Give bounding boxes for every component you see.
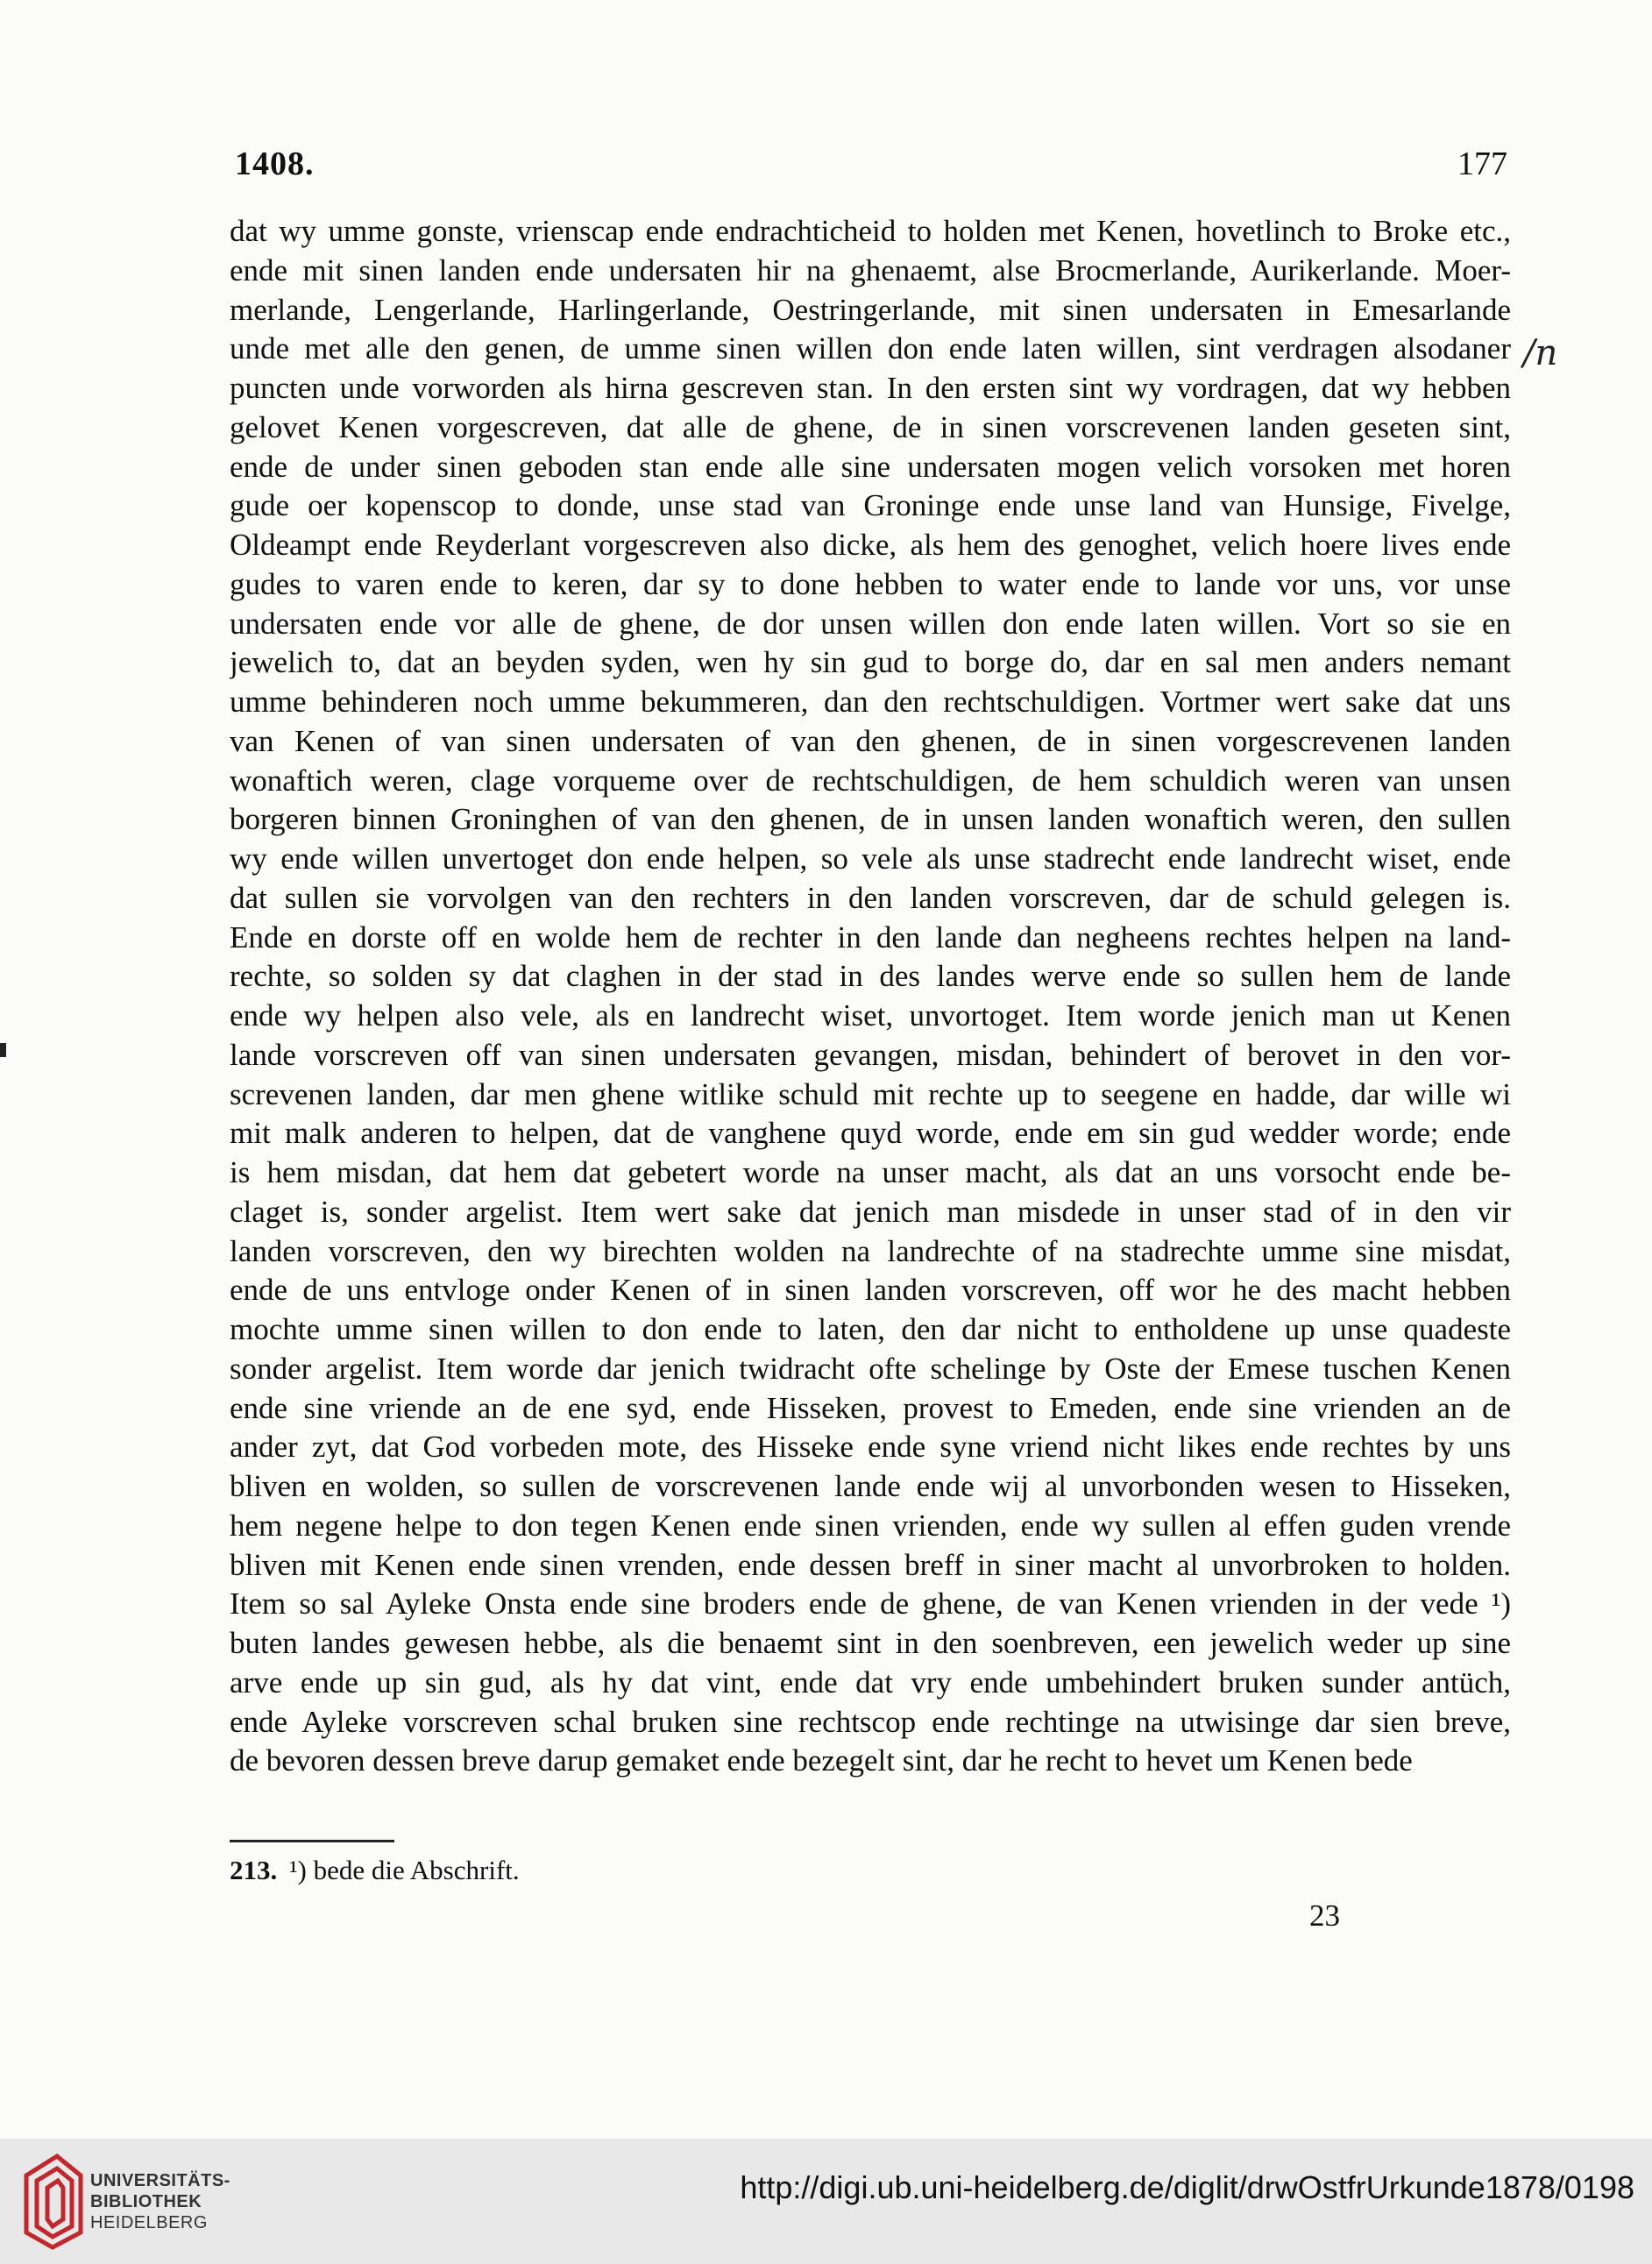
text-line: dat wy umme gonste, vrienscap ende endrachticheid to holden met Kenen, hovetlinch to Broke etc., [230,214,1511,248]
logo-line-2: BIBLIOTHEK [90,2192,202,2211]
footnote [230,1855,520,1886]
text-line: Item so sal Ayleke Onsta ende sine broders ende de ghene, de van Kenen vrienden in der vede ¹) [230,1586,1511,1622]
text-line: ende Ayleke vorscreven schal bruken sine rechtscop ende rechtinge na utwisinge dar sien breve, [230,1704,1511,1739]
text-line: arve ende up sin gud, als hy dat vint, ende dat vry ende umbehindert bruken sunder antüch, [230,1664,1511,1700]
text-line: umme behinderen noch umme bekummeren, dan den rechtschuldigen. Vortmer wert sake dat uns [230,685,1511,719]
text-line: is hem misdan, dat hem dat gebetert worde na unser macht, als dat an uns vorsocht ende be- [230,1155,1511,1189]
text-line: wy ende willen unvertoget don ende helpen, so vele als unse stadrecht ende landrecht wiset, ende [230,841,1511,876]
text-line: wonaftich weren, clage vorqueme over de rechtschuldigen, de hem schuldich weren van unsen [230,763,1511,798]
text-line: rechte, so solden sy dat claghen in der stad in des landes werve ende so sullen hem de lande [230,959,1511,994]
text-line: ander zyt, dat God vorbeden mote, des Hisseke ende syne vriend nicht likes ende rechtes by uns [230,1430,1511,1465]
library-logo-text [90,2170,230,2233]
text-line: bliven en wolden, so sullen de vorscrevenen lande ende wij al unvorbonden wesen to Hisseken, [230,1469,1511,1503]
text-line: gudes to varen ende to keren, dar sy to done hebben to water ende to lande vor uns, vor unse [230,566,1511,601]
signature-mark: 23 [1309,1898,1340,1933]
text-line: mochte umme sinen willen to don ende to laten, den dar nicht to entholdene up unse quadeste [230,1312,1511,1346]
text-line: screvenen landen, dar men ghene witlike schuld mit rechte up to seegene en hadde, dar wille wi [230,1076,1511,1111]
charter-text [230,212,1511,1781]
text-line: mit malk anderen to helpen, dat de vanghene quyd worde, ende em sin gud wedder worde; ende [230,1116,1511,1151]
text-line: hem negene helpe to don tegen Kenen ende sinen vrienden, ende wy sullen al effen guden vrende [230,1508,1511,1543]
handwritten-margin-note: /n [1523,333,1558,373]
text-line: ende wy helpen also vele, als en landrecht wiset, unvortoget. Item worde jenich man ut Kenen [230,998,1511,1033]
scan-edge-mark [0,1043,6,1057]
text-line: dat sullen sie vorvolgen van den rechters in den landen vorscreven, dar de schuld gelegen is. [230,880,1511,915]
text-line: borgeren binnen Groninghen of van den ghenen, de in unsen landen wonaftich weren, den sullen [230,802,1511,837]
text-line: lande vorscreven off van sinen undersaten gevangen, misdan, behindert of berovet in den vor- [230,1037,1511,1072]
text-line: de bevoren dessen breve darup gemaket ende bezegelt sint, dar he recht to hevet um Kenen bede [230,1743,1413,1778]
text-line: ende mit sinen landen ende undersaten hir na ghenaemt, alse Brocmerlande, Aurikerlande. Moer- [230,252,1511,287]
text-line: ende de uns entvloge onder Kenen of in sinen landen vorscreven, off wor he des macht hebben [230,1273,1511,1308]
library-logo-icon[interactable] [18,2149,88,2253]
text-line: unde met alle den genen, de umme sinen willen don ende laten willen, sint verdragen alsodaner [230,331,1511,366]
text-line: buten landes gewesen hebbe, als die benaemt sint in den soenbreven, een jewelich weder up sine [230,1626,1511,1660]
text-line: claget is, sonder argelist. Item wert sake dat jenich man misdede in unser stad of in den vir [230,1194,1511,1229]
footnote-number: 213. [230,1855,278,1885]
permalink-url[interactable]: http://digi.ub.uni-heidelberg.de/diglit/drwOstfrUrkunde1878/0198 [740,2169,1634,2205]
text-line: ende sine vriende an de ene syd, ende Hisseken, provest to Emeden, ende sine vrienden an de [230,1390,1511,1425]
text-line: puncten unde vorworden als hirna gescreven stan. In den ersten sint wy vordragen, dat wy hebben [230,371,1511,405]
header-year: 1408. [235,145,315,182]
footnote-text: ¹) bede die Abschrift. [289,1855,520,1885]
text-line: Oldeampt ende Reyderlant vorgescreven also dicke, als hem des genoghet, velich hoere lives ende [230,528,1511,562]
header-page-number: 177 [1457,145,1507,182]
text-line: jewelich to, dat an beyden syden, wen hy sin gud to borge do, dar en sal men anders nemant [230,645,1511,680]
text-line: ende de under sinen geboden stan ende alle sine undersaten mogen velich vorsoken met horen [230,449,1511,484]
text-line: bliven mit Kenen ende sinen vrenden, ende dessen breff in siner macht al unvorbroken to holden. [230,1547,1511,1582]
text-line: sonder argelist. Item worde dar jenich twidracht ofte schelinge by Oste der Emese tuschen Kenen [230,1351,1511,1386]
logo-line-1: UNIVERSITÄTS- [90,2171,230,2190]
text-line: undersaten ende vor alle de ghene, de dor unsen willen don ende laten willen. Vort so sie en [230,606,1511,641]
logo-line-3: HEIDELBERG [90,2213,208,2232]
text-line: landen vorscreven, den wy birechten wolden na landrechte of na stadrechte umme sine misdat, [230,1233,1511,1268]
text-line: gelovet Kenen vorgescreven, dat alle de ghene, de in sinen vorscrevenen landen geseten sint, [230,409,1511,444]
text-line: van Kenen of van sinen undersaten of van den ghenen, de in sinen vorgescrevenen landen [230,723,1511,758]
text-line: Ende en dorste off en wolde hem de rechter in den lande dan negheens rechtes helpen na land- [230,919,1511,955]
text-line: merlande, Lengerlande, Harlingerlande, Oestringerlande, mit sinen undersaten in Emesarlande [230,292,1511,327]
footnote-divider [230,1840,394,1842]
text-line: gude oer kopenscop to donde, unse stad van Groninge ende unse land van Hunsige, Fivelge, [230,488,1511,523]
